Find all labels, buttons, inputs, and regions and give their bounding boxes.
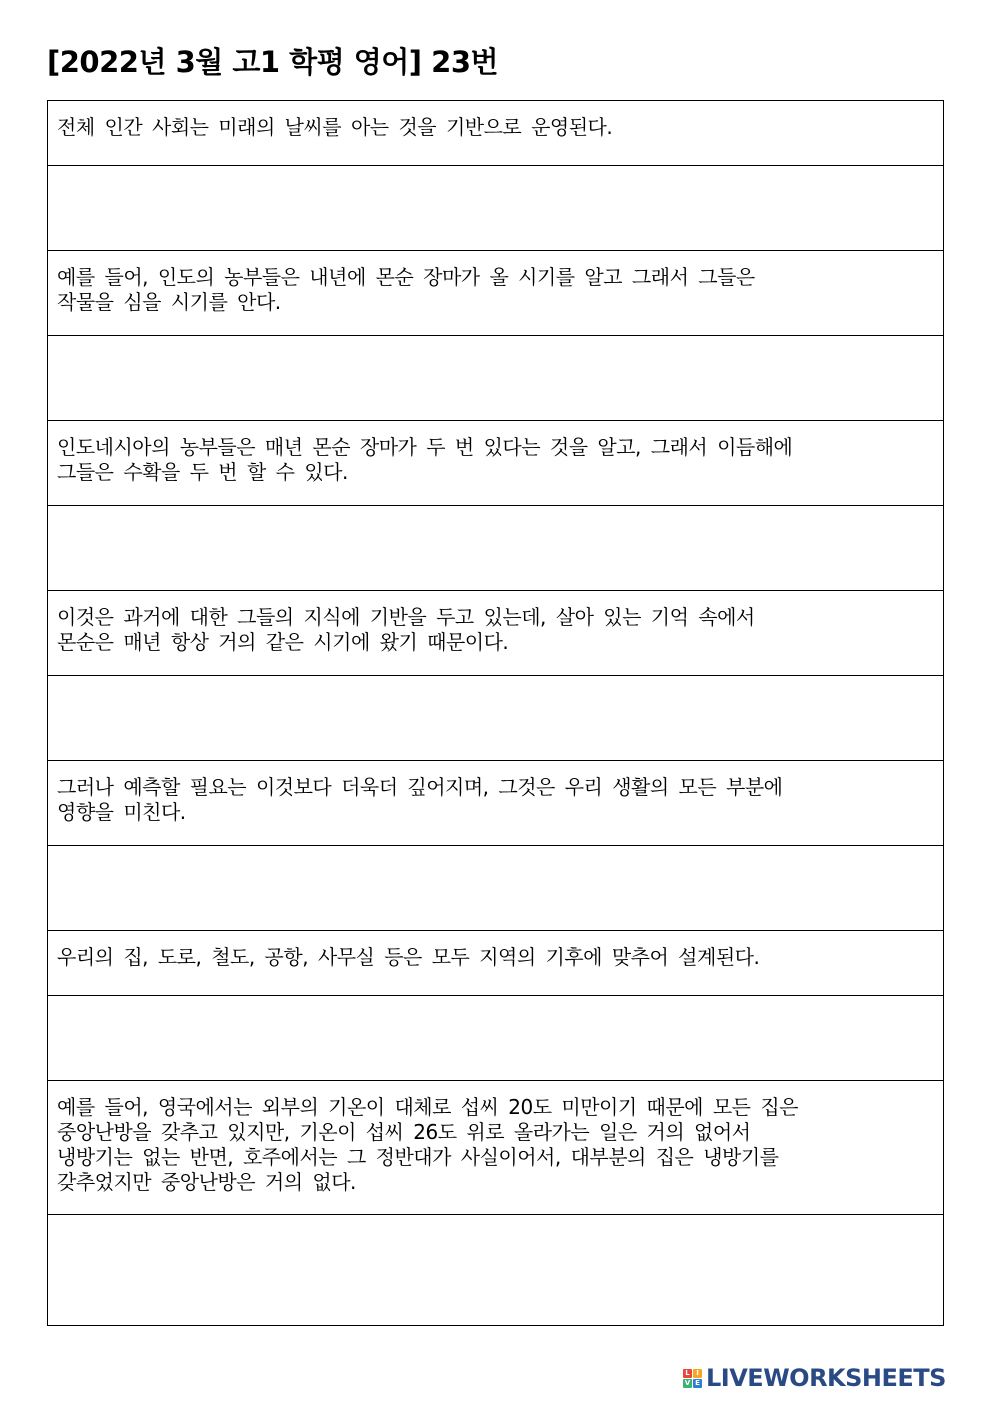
sentence-line: 영향을 미친다. [57,800,186,824]
sentence-line: 그러나 예측할 필요는 이것보다 더욱더 깊어지며, 그것은 우리 생활의 모든 부분에 [57,775,783,799]
sentence-row-1 [48,101,943,166]
answer-field-2[interactable] [48,336,943,421]
sentence-line: 우리의 집, 도로, 철도, 공항, 사무실 등은 모두 지역의 기후에 맞추어 설계된다. [57,945,760,969]
sentence-line: 이것은 과거에 대한 그들의 지식에 기반을 두고 있는데, 살아 있는 기억 속에서 [57,605,755,629]
sentence-row-6 [48,931,943,996]
sentence-line: 중앙난방을 갖추고 있지만, 기온이 섭씨 26도 위로 올라가는 일은 거의 없어서 [57,1120,751,1144]
sentence-line: 작물을 심을 시기를 안다. [57,290,281,314]
answer-field-6[interactable] [48,996,943,1081]
logo-mark-v: V [684,1378,691,1387]
logo-text: LIVEWORKSHEETS [706,1364,946,1392]
sentence-row-3 [48,421,943,506]
sentence-line: 인도네시아의 농부들은 매년 몬순 장마가 두 번 있다는 것을 알고, 그래서 이듬해에 [57,435,793,459]
liveworksheets-logo [683,1363,946,1393]
worksheet-title: [2022년 3월 고1 학평 영어] 23번 [47,45,499,79]
sentence-row-5 [48,761,943,846]
sentence-line: 그들은 수확을 두 번 할 수 있다. [57,460,348,484]
answer-field-1[interactable] [48,166,943,251]
answer-field-4[interactable] [48,676,943,761]
sentence-line: 예를 들어, 영국에서는 외부의 기온이 대체로 섭씨 20도 미만이기 때문에 모든 집은 [57,1095,798,1119]
sentence-row-2 [48,251,943,336]
logo-mark-i: I [693,1369,702,1378]
logo-mark-l: L [683,1369,692,1378]
sentence-line: 예를 들어, 인도의 농부들은 내년에 몬순 장마가 올 시기를 알고 그래서 그들은 [57,265,755,289]
answer-field-5[interactable] [48,846,943,931]
sentence-row-4 [48,591,943,676]
sentence-line: 전체 인간 사회는 미래의 날씨를 아는 것을 기반으로 운영된다. [57,115,613,139]
liveworksheets-logo-icon [683,1369,702,1388]
sentence-row-7 [48,1081,943,1215]
sentence-line: 갖추었지만 중앙난방은 거의 없다. [57,1170,356,1194]
logo-mark-e: E [693,1379,702,1388]
answer-field-3[interactable] [48,506,943,591]
sentence-line: 몬순은 매년 항상 거의 같은 시기에 왔기 때문이다. [57,630,509,654]
answer-field-7[interactable] [48,1215,943,1326]
sentence-line: 냉방기는 없는 반면, 호주에서는 그 정반대가 사실이어서, 대부분의 집은 냉방기를 [57,1145,779,1169]
worksheet-table [47,100,944,1326]
